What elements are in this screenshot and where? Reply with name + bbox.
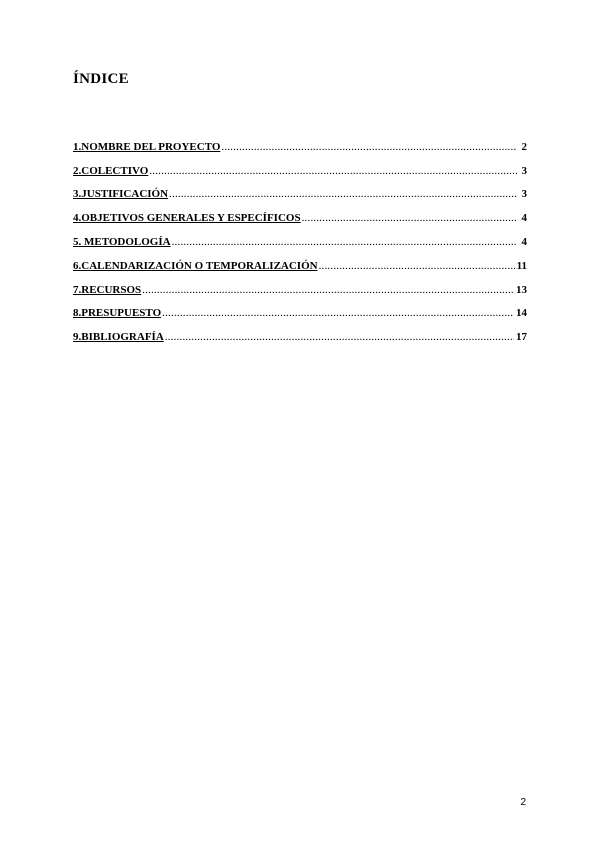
toc-entry-page: 14 [516, 307, 527, 320]
toc-entry-label: 3.JUSTIFICACIÓN [73, 188, 169, 201]
toc-entry-page: 2 [521, 140, 527, 153]
dot-leader [165, 331, 514, 343]
toc-entry-nombre-proyecto[interactable] [73, 129, 527, 153]
dot-leader [302, 212, 517, 224]
toc-entry-presupuesto[interactable] [73, 296, 527, 320]
toc-entry-page: 3 [521, 164, 527, 177]
dot-leader [319, 260, 515, 272]
toc-entry-bibliografia[interactable] [73, 319, 527, 343]
toc-entry-calendarizacion[interactable] [73, 248, 527, 272]
dot-leader [221, 141, 517, 153]
dot-leader [149, 165, 517, 177]
dot-leader [162, 307, 514, 319]
toc-entry-page: 11 [516, 259, 527, 272]
toc-entry-label: 4.OBJETIVOS GENERALES Y ESPECÍFICOS [73, 212, 301, 225]
dot-leader [142, 284, 514, 296]
toc-entry-page: 3 [521, 188, 527, 201]
toc-entry-label: 8.PRESUPUESTO [73, 307, 162, 320]
table-of-contents [73, 129, 527, 343]
toc-entry-label: 2.COLECTIVO [73, 164, 149, 177]
toc-entry-page: 13 [516, 283, 527, 296]
dot-leader [172, 236, 517, 248]
toc-entry-label: 6.CALENDARIZACIÓN O TEMPORALIZACIÓN [73, 259, 318, 272]
toc-entry-label: 9.BIBLIOGRAFÍA [73, 331, 164, 344]
toc-entry-metodologia[interactable] [73, 224, 527, 248]
toc-entry-label: 7.RECURSOS [73, 283, 142, 296]
toc-entry-page: 4 [521, 212, 527, 225]
dot-leader [169, 188, 517, 200]
toc-entry-justificacion[interactable] [73, 177, 527, 201]
toc-entry-label: 5. METODOLOGÍA [73, 235, 171, 248]
toc-entry-colectivo[interactable] [73, 153, 527, 177]
toc-entry-recursos[interactable] [73, 272, 527, 296]
toc-entry-page: 17 [516, 331, 527, 344]
page-number: 2 [520, 797, 526, 808]
toc-entry-page: 4 [521, 235, 527, 248]
page-title: ÍNDICE [73, 71, 129, 87]
toc-entry-label: 1.NOMBRE DEL PROYECTO [73, 140, 221, 153]
toc-entry-objetivos[interactable] [73, 200, 527, 224]
